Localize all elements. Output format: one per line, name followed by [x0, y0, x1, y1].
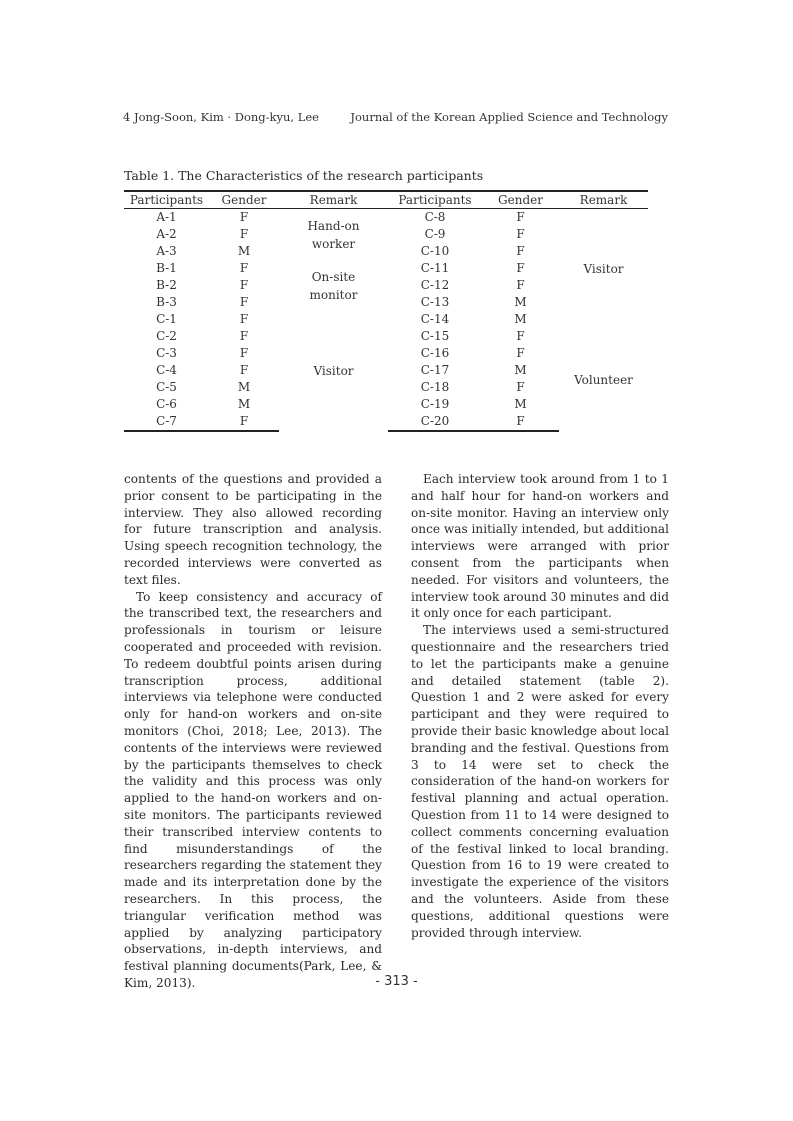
paragraph: To keep consistency and accuracy of the transcribed text, the researchers and professionals in tourism or leisure cooperated and proceeded with revision. To redeem doubtful points arisen during transcription process, additional interviews via telephone were conducted only for hand-on workers and on-site monitors (Choi, 2018; Lee, 2013). The contents of the interviews were reviewed by the participants themselves to check the validity and this process was only applied to the hand-on workers and on-site monitors. The participants reviewed their transcribed interview contents to find misunderstandings of the researchers regarding the statement they made and its interpretation done by the researchers. In this process, the triangular verification method was applied by analyzing participatory observations, in-depth interviews, and festival planning documents(Park, Lee, & Kim, 2013). — [124, 589, 382, 990]
participants-table — [124, 190, 648, 432]
paragraph: contents of the questions and provided a prior consent to be participating in the interview. They also allowed recording for future transcription and analysis. Using speech recognition technology, the recorded interviews were converted as text files. — [124, 472, 382, 587]
table-cell: C-1 — [156, 312, 177, 326]
paragraph: The interviews used a semi-structured questionnaire and the researchers tried to let the participants make a genuine and detailed statement (table 2). Question 1 and 2 were asked for every participant and they were required to provide their basic knowledge about local branding and the festival. Questions from 3 to 14 were set to check the consideration of the hand-on workers for festival planning and actual operation. Question from 11 to 14 were designed to collect comments concerning evaluation of the festival linked to local branding. Question from 16 to 19 were created to investigate the experience of the visitors and the volunteers. Aside from these questions, additional questions were provided through interview. — [411, 623, 669, 940]
remark-text: On-site — [311, 269, 356, 284]
header-remark: Remark — [559, 191, 648, 209]
table-cell: F — [239, 261, 249, 275]
table-cell: C-3 — [156, 346, 177, 360]
table-cell: C-13 — [420, 295, 450, 309]
table-cell: F — [239, 346, 249, 360]
body-column-right — [411, 471, 669, 941]
header-gender: Gender — [482, 191, 559, 209]
table-cell: M — [237, 380, 251, 394]
table-cell: B-2 — [156, 278, 177, 292]
remark-volunteer: Volunteer — [574, 372, 633, 387]
table-cell: F — [239, 312, 249, 326]
table-cell: F — [239, 363, 249, 377]
table-cell: F — [516, 227, 525, 241]
table-cell: F — [516, 346, 525, 360]
header-remark: Remark — [279, 191, 388, 209]
table-cell: A-3 — [156, 244, 177, 258]
table-cell: M — [514, 363, 527, 377]
table-cell: F — [516, 244, 525, 258]
table-cell: B-1 — [156, 261, 177, 275]
table-cell: C-20 — [388, 413, 482, 431]
table-cell: C-17 — [420, 363, 450, 377]
body-column-left — [124, 471, 382, 992]
remark-text: Hand-on — [307, 218, 360, 233]
table-cell: M — [514, 397, 527, 411]
table-cell: F — [209, 413, 279, 431]
table-cell: C-18 — [420, 380, 450, 394]
table-cell: C-15 — [420, 329, 450, 343]
table-cell: M — [514, 312, 527, 326]
page-number: - 313 - — [375, 974, 418, 989]
table-cell: C-12 — [420, 278, 450, 292]
table-cell: C-7 — [124, 413, 209, 431]
remark-text: worker — [311, 236, 356, 251]
table-cell: F — [516, 261, 525, 275]
table-cell: F — [516, 210, 525, 224]
table-cell: C-16 — [420, 346, 450, 360]
table-cell: C-4 — [156, 363, 177, 377]
table-caption: Table 1. The Characteristics of the research participants — [124, 168, 484, 183]
table-cell: M — [514, 295, 527, 309]
header-participants: Participants — [124, 191, 209, 209]
table-cell: A-1 — [156, 210, 177, 224]
table-cell: B-3 — [156, 295, 177, 309]
table-header-row — [124, 191, 648, 209]
running-header — [123, 110, 668, 126]
table-cell: C-5 — [156, 380, 177, 394]
table-cell: C-9 — [424, 227, 446, 241]
table-cell: C-14 — [420, 312, 450, 326]
paragraph: Each interview took around from 1 to 1 and half hour for hand-on workers and on-site monitor. Having an interview only once was initially intended, but additional interviews were arranged with prior consent from the participants when needed. For visitors and volunteers, the interview took around 30 minutes and did it only once for each participant. — [411, 472, 669, 621]
table-cell: F — [239, 329, 249, 343]
table-row — [124, 209, 648, 227]
header-gender: Gender — [209, 191, 279, 209]
table-cell: C-8 — [424, 210, 446, 224]
table-cell: F — [239, 227, 249, 241]
table-cell: F — [239, 295, 249, 309]
remark-visitor-left: Visitor — [313, 364, 354, 378]
table-cell: F — [516, 380, 525, 394]
table-cell: A-2 — [156, 227, 177, 241]
table-cell: C-11 — [420, 261, 450, 275]
table-cell: C-6 — [156, 397, 177, 411]
remark-visitor-right: Visitor — [583, 261, 624, 276]
table-cell: F — [516, 329, 525, 343]
table-cell: F — [516, 278, 525, 292]
table-cell: C-10 — [420, 244, 450, 258]
table-cell: F — [239, 278, 249, 292]
table-cell: M — [237, 244, 251, 258]
remark-text: monitor — [309, 287, 358, 302]
table-cell: C-19 — [420, 397, 450, 411]
header-author: 4 Jong-Soon, Kim · Dong-kyu, Lee — [123, 110, 319, 124]
header-participants: Participants — [388, 191, 482, 209]
table-cell: F — [482, 413, 559, 431]
remark-on-site-monitor — [279, 260, 388, 311]
table-cell: C-2 — [156, 329, 177, 343]
remark-hand-on-worker — [279, 209, 388, 261]
table-cell: M — [237, 397, 251, 411]
header-journal: Journal of the Korean Applied Science and Technology — [350, 110, 668, 124]
table-cell: F — [239, 210, 249, 224]
